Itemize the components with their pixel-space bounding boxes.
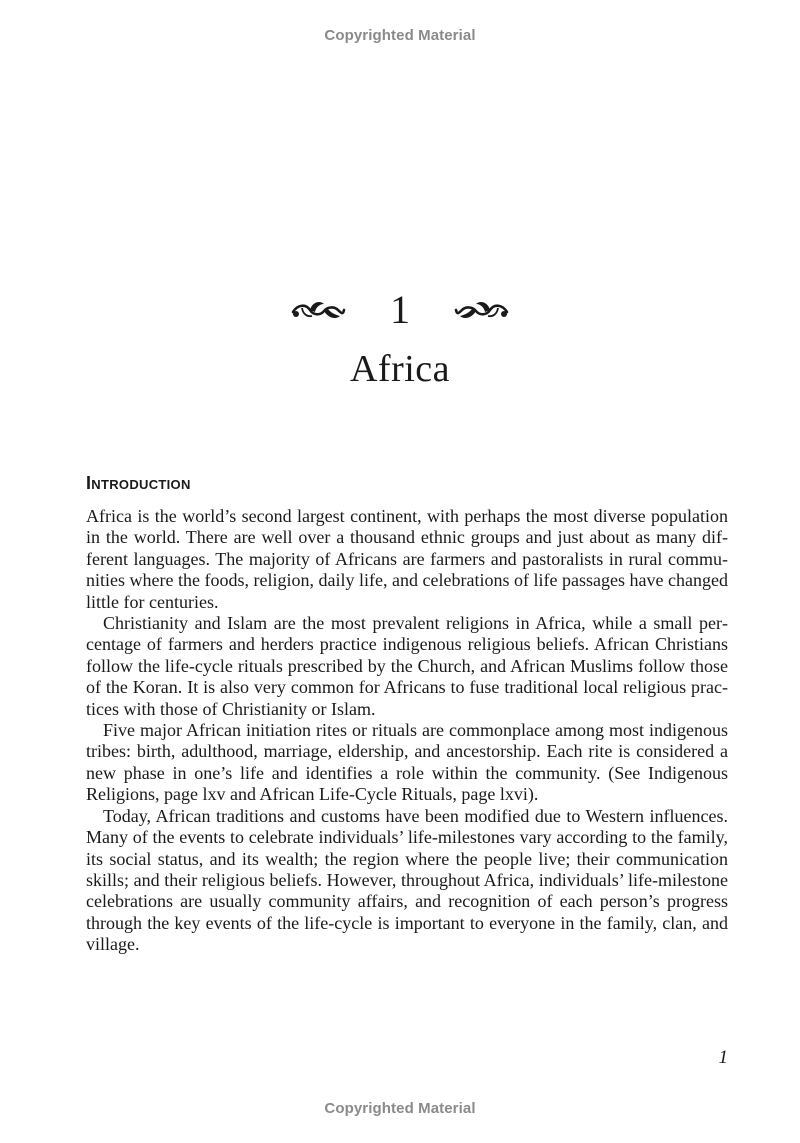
page-number: 1 bbox=[718, 1047, 728, 1068]
copyright-watermark-bottom: Copyrighted Material bbox=[324, 1100, 476, 1117]
body-text bbox=[86, 506, 728, 956]
chapter-heading bbox=[0, 285, 800, 391]
paragraph: Today, African traditions and customs have been modified due to Western influences. Many of the events to celebrate individuals’ life-milestones vary according to the family, its social status, and its wealth; the region where the people live; their communication skills; and their religious beliefs. However, throughout Africa, individuals’ life-milestone celebrations are usually community affairs, and recognition of each person’s progress through the key events of the life-cycle is important to everyone in the family, clan, and village. bbox=[86, 805, 728, 955]
paragraph: Five major African initiation rites or rituals are commonplace among most indigenous tribes: birth, adulthood, marriage, eldership, and ancestorship. Each rite is considered a new phase in one’s life and identifies a role within the community. (See Indigenous Religions, page lxv and African Life-Cycle Rituals, page lxvi). bbox=[86, 720, 728, 805]
floral-ornament-icon bbox=[454, 298, 510, 322]
chapter-number-row bbox=[0, 285, 800, 335]
chapter-title: Africa bbox=[349, 348, 451, 390]
paragraph: Christianity and Islam are the most prevalent religions in Africa, while a small percentage of farmers and herders practice indigenous religious beliefs. African Christians follow the life-cycle rituals prescribed by the Church, and African Muslims follow those of the Koran. It is also very common for Africans to fuse traditional local religious practices with those of Christianity or Islam. bbox=[86, 613, 728, 719]
chapter-number: 1 bbox=[390, 287, 410, 332]
section-heading: Introduction bbox=[86, 473, 191, 493]
floral-ornament-icon bbox=[290, 298, 346, 322]
paragraph: Africa is the world’s second largest continent, with perhaps the most diverse population in the world. There are well over a thousand ethnic groups and just about as many different languages. The majority of Africans are farmers and pastoralists in rural communities where the foods, religion, daily life, and celebrations of life passages have changed little for centuries. bbox=[86, 506, 728, 612]
copyright-watermark-top: Copyrighted Material bbox=[324, 27, 476, 44]
